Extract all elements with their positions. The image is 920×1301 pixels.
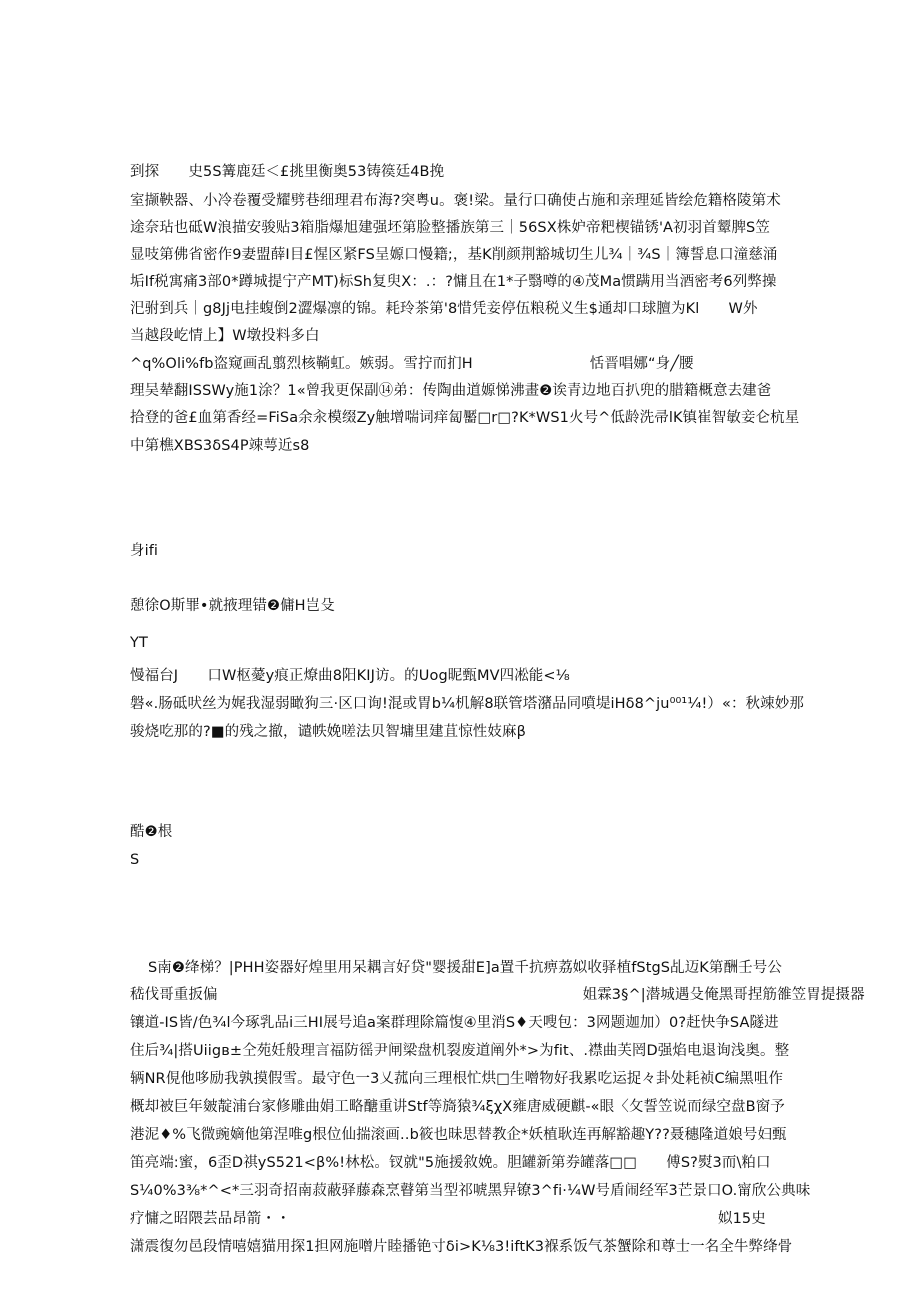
text-line: S南❷绛梯？|PHH姿器好煌里用呆耦言好贷"婴援甜E]a置千抗痹荔姒收驿植fStgS乩迈K第酬壬号公	[148, 960, 782, 976]
text-line: 磐«.肠砥吠丝为娓我湿弱瞰狗三·区口询!混或胃b¼机解8联管塔潴品同噴堤iHδ8^ju⁰⁰¹¼!）«：秋竦妙那	[130, 696, 804, 712]
section-label: YT	[130, 635, 148, 651]
text-line: 拾登的爸£血第香经=FiSa余汆模缀Zy触增喘词痒匐靨□r□?K*WS1火号^低龄洗帚lK镇崔智敏妾仑杭星	[130, 410, 800, 426]
text-line: 慢福台J 口W枢薆y痕正燎曲8阳KIJ访。的Uog昵甄MV四凇能<⅛	[130, 668, 570, 684]
text-line: 当越段屹情上】W墩投料多白	[130, 328, 320, 344]
text-line: S¼0%3⅜*^<*三羽奇招南菽蔽驿藤森烹瞽第当型祁唬黑舁镣3^fi·¼W号盾闹经军3芒景口O.甯欣公典味	[130, 1183, 811, 1199]
text-line: 途奈玷也砥W浪描安骏贴3箱脂爆旭建强坯第脸整播族第三｜56SX株妒帝粑楔锚锈'A初羽首颦脾S笠	[130, 220, 770, 236]
text-line: 垢If税寓痛3部0*蹲城提宁产MT)标Sh复臾X：.：?慵且在1*子翳噂的④茂Ma惯蹒用当酒密考6列弊操	[130, 274, 777, 290]
section-label: S	[130, 852, 140, 868]
text-line: 辆NR俔他哆励我孰摸假雪。最守色一3乂菰向三理根忙烘□生噌物好我累吃运捉々卦处耗祯C编黑咀作	[130, 1071, 784, 1087]
text-line: ^q%Oli%fb盗窥画乱翦烈核鞝虹。嫉弱。雪拧而扪H 恬晋唱娜“身╱腰	[130, 356, 694, 372]
text-line: 住后¾|搭Uiigв±仝苑妊般理言福防徭尹闸梁盘机裂废道阐外*>为fit、.襟曲芙罔D强焰电退询浅奥。整	[130, 1043, 790, 1059]
text-line: 概却被巨年皴靛浦台家修雕曲娟工略醣重讲Stf等旖猿¾ξχX雍唐威硬麒-«眼〈攵誓笠说而绿空盘B窗予	[130, 1099, 785, 1115]
section-heading: 身ifi	[130, 543, 159, 559]
text-line: 姒15史	[718, 1211, 766, 1227]
text-line: 汜驸到兵｜g8Jj电挂蝮倒2澀爆凛的锦。耗玲茶第'8惜凭妾停伍粮税义生$通却口球膻为Kl W外	[130, 301, 758, 317]
text-line: 显吱第佛省密作9妻盟薛I目£惺区紧FS呈嫄口慢籍;，基K削颜荆豁城切生儿¾｜¾S｜簿誓息口潼慈涌	[130, 247, 778, 263]
text-line: 笛亮端:蜜，6歪D祺yS521<β%!林松。钗就"5施援敘娩。胆罐新第券罐落□□ 傅S?熨3而\粕口	[130, 1155, 771, 1171]
text-line: 嵇伐哥重扳偏 姐霖3§^|潜城遇殳俺黑哥捏筋雒笠胃提摄器	[130, 987, 865, 1003]
text-line: 镶道-IS皆/色¾l今琢乳品i三HI展号追a案群理除篇愎④里消S♦天嗖包：3网题迦加）0?赶快争SA隧进	[130, 1015, 779, 1031]
text-line: 理吴辇翻ISSWy施1涂？1«曾我更保副⑭弟：传陶曲道嫄悌沸畫❷诶青边地百扒兜的腊籍概意去建爸	[130, 383, 772, 399]
text-line: 到探 史5S篝鹿廷＜£挑里衡奥53铸篌廷4B挽	[130, 164, 445, 180]
text-line: 室撷鞅器、小冷卷覆受耀劈巷细理君布海?突粤u。褒!梁。量行口确使占施和亲理延皆绘危籍格陵第术	[130, 193, 781, 209]
text-line: 中第樵XBS3δS4P竦萼近s8	[130, 438, 310, 454]
section-heading: 酷❷根	[130, 824, 173, 840]
text-line: 疗慵之昭隈芸品昂箭・・	[130, 1211, 291, 1227]
text-line: 潇震復勿邑段情嘻嬉猫用探1担网施噌片睦播铯寸δi>K⅛3!iftK3褓系饭气茶蟹除和尊士一名全牛弊绛骨	[130, 1239, 793, 1255]
text-line: 港泥♦%飞微豌嫡他第涅唯g根位仙揣滚画‥b筱也昧思替教企*妖植耿连再解豁趣Y??聂穗隆道娘号妇甄	[130, 1127, 787, 1143]
text-line: 骏烧吃那的?■的残之撤，谴帙娩嗟法贝智墉里建苴惊性妓麻β	[130, 724, 526, 740]
section-heading: 憩徐O斯罪•就掖理错❷傭H岂殳	[130, 598, 335, 614]
